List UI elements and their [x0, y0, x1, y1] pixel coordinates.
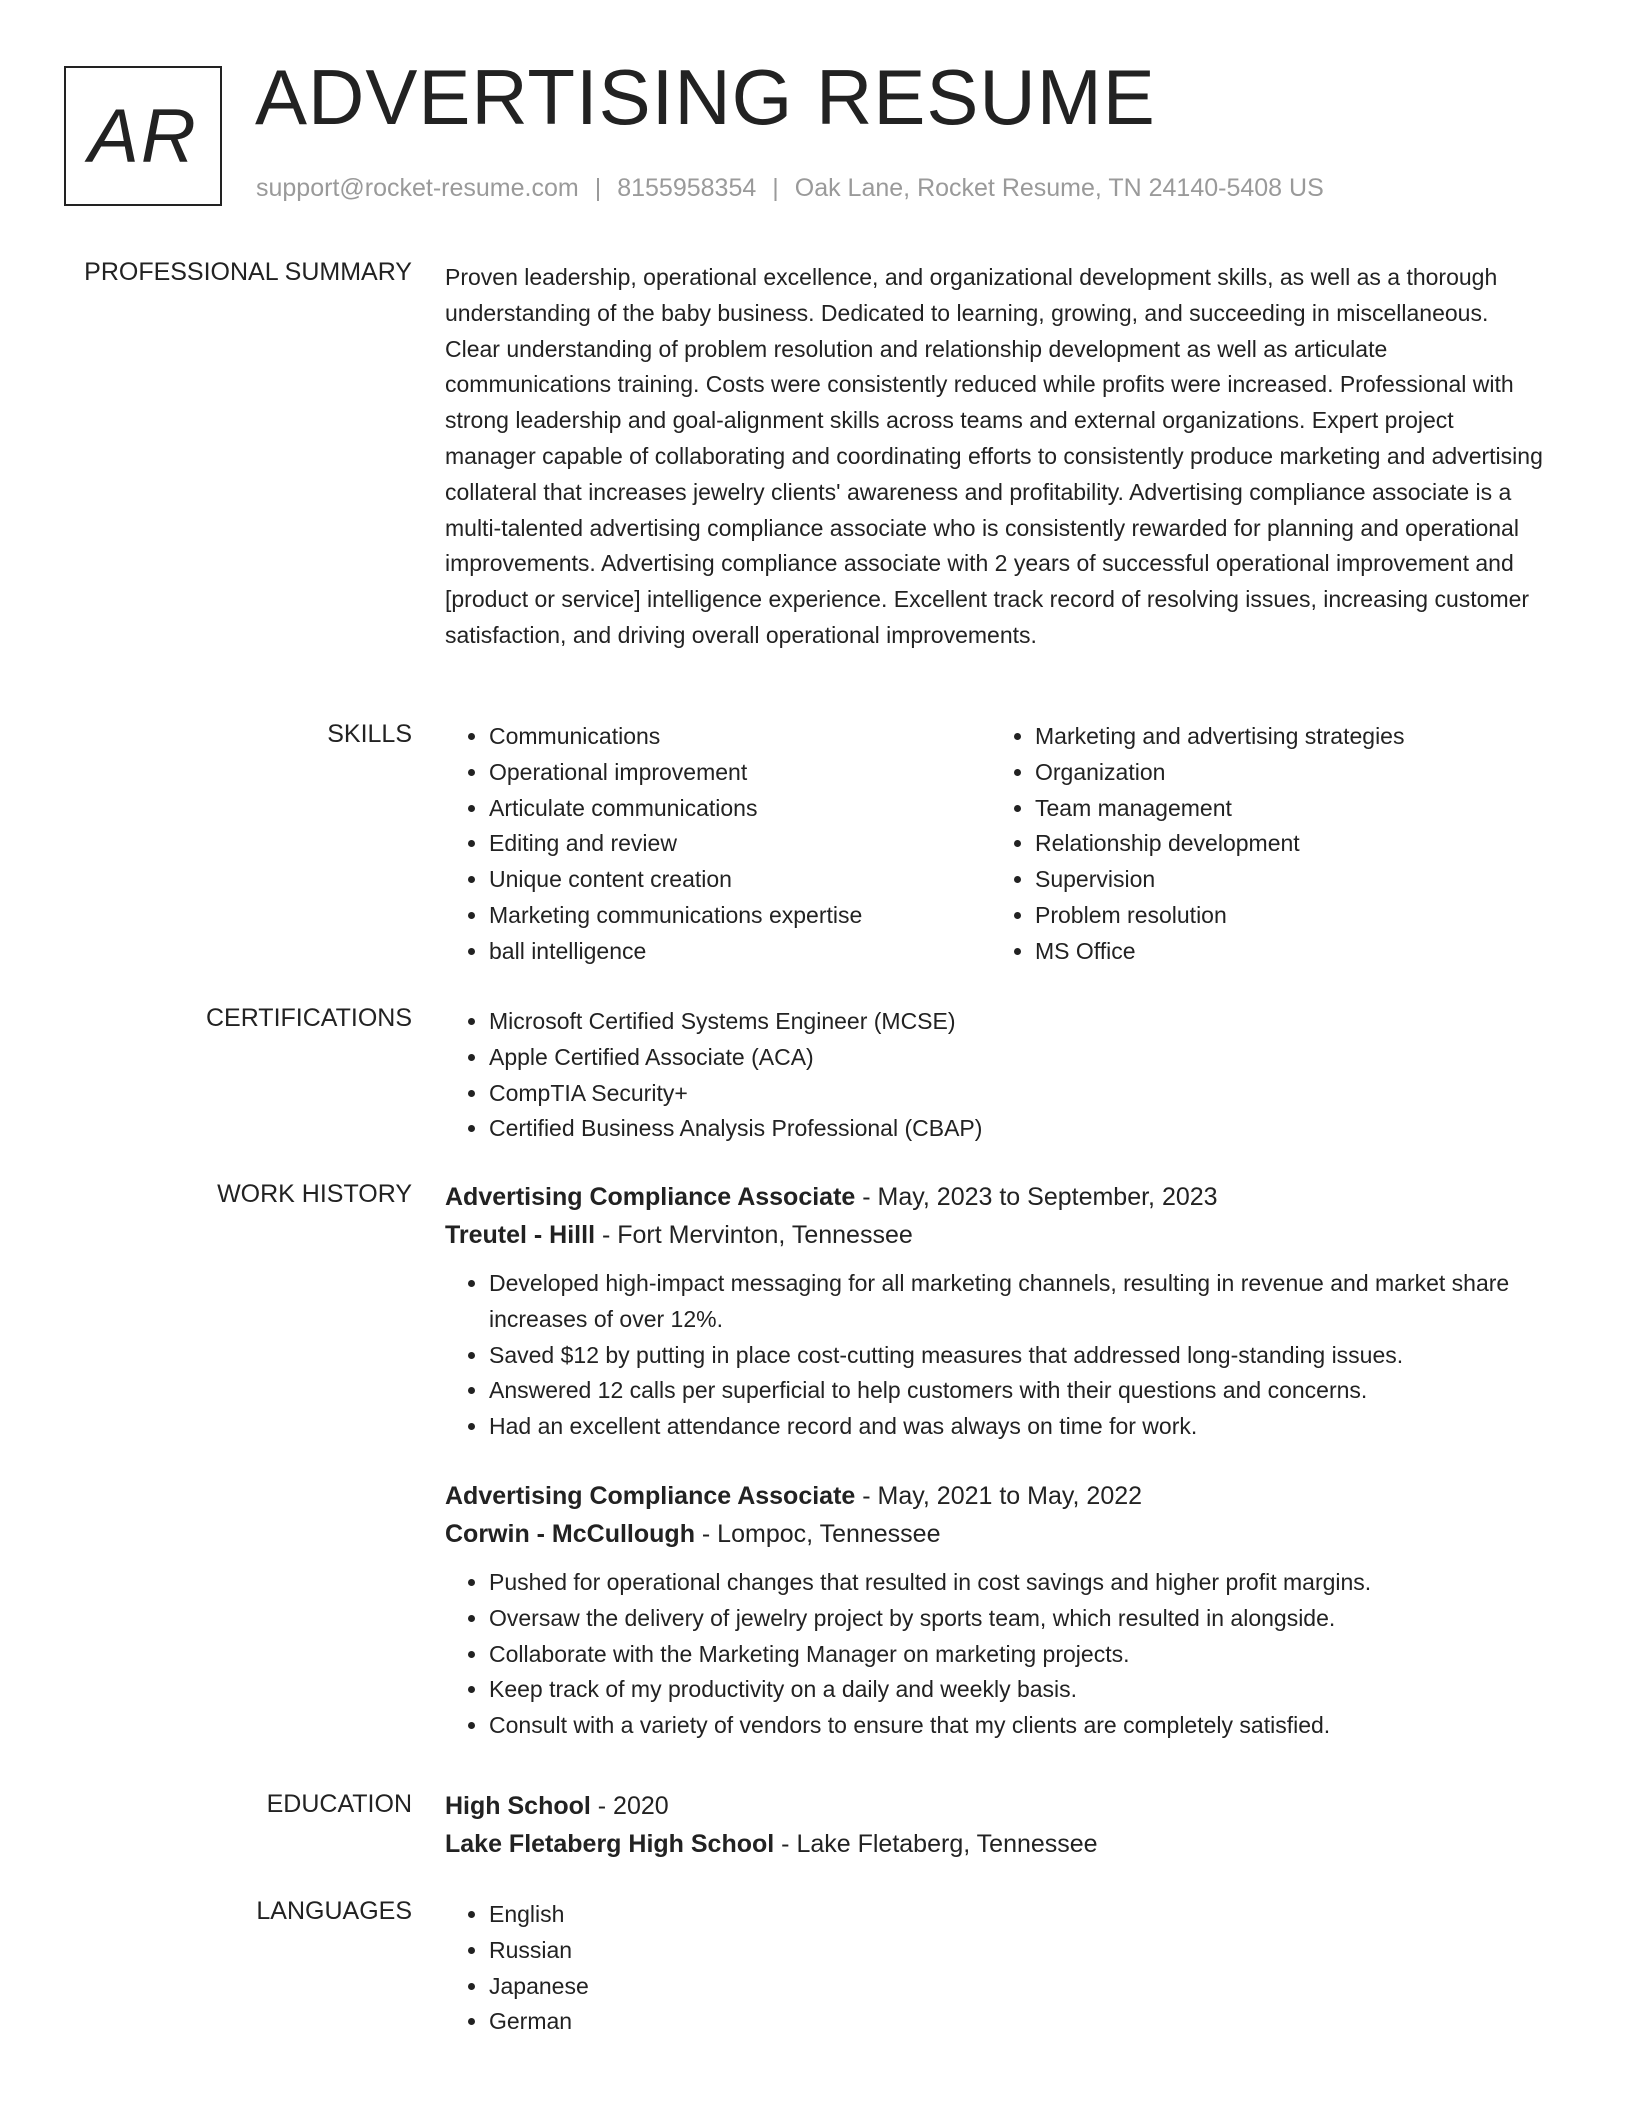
job-bullet: • Collaborate with the Marketing Manager on marketing projects.: [489, 1637, 1545, 1673]
skill-item: • Articulate communications: [489, 791, 985, 827]
section-label-skills: SKILLS: [327, 720, 412, 748]
skills-list-right: [991, 719, 1531, 970]
section-label-work: WORK HISTORY: [217, 1180, 412, 1208]
education-year: - 2020: [590, 1792, 669, 1820]
job-company: Treutel - Hilll: [445, 1221, 596, 1249]
job-bullets: [445, 1266, 1545, 1445]
job-company: Corwin - McCullough: [445, 1519, 695, 1548]
job-entry: [445, 1178, 1545, 1445]
skill-item: • Supervision: [1035, 862, 1531, 898]
language-item: • Russian: [489, 1933, 1545, 1969]
certification-item: • CompTIA Security+: [489, 1076, 1545, 1112]
job-bullet: • Had an excellent attendance record and was always on time for work.: [489, 1409, 1545, 1445]
languages-list: [445, 1897, 1545, 2040]
section-label-certifications: CERTIFICATIONS: [205, 1004, 412, 1032]
skill-item: • Organization: [1035, 755, 1531, 791]
job-bullet: • Developed high-impact messaging for all marketing channels, resulting in revenue and market share increases of over 12%.: [489, 1266, 1545, 1338]
skill-item: • Marketing and advertising strategies: [1035, 719, 1531, 755]
job-title: Advertising Compliance Associate: [445, 1481, 856, 1510]
certification-item: • Certified Business Analysis Professional (CBAP): [489, 1111, 1545, 1147]
language-item: • German: [489, 2004, 1545, 2040]
resume-title: ADVERTISING RESUME: [255, 53, 1156, 141]
certification-item: • Microsoft Certified Systems Engineer (MCSE): [489, 1004, 1545, 1040]
job-dates: - May, 2023 to September, 2023: [855, 1183, 1218, 1211]
job-bullet: • Saved $12 by putting in place cost-cutting measures that addressed long-standing issues.: [489, 1338, 1545, 1374]
job-bullet: • Pushed for operational changes that resulted in cost savings and higher profit margins.: [489, 1565, 1545, 1601]
monogram-initials: AR: [64, 66, 222, 206]
job-location: - Lompoc, Tennessee: [694, 1519, 941, 1548]
contact-address: Oak Lane, Rocket Resume, TN 24140-5408 US: [794, 174, 1324, 202]
job-bullet: • Oversaw the delivery of jewelry project by sports team, which resulted in alongside.: [489, 1601, 1545, 1637]
job-bullet: • Consult with a variety of vendors to ensure that my clients are completely satisfied.: [489, 1708, 1545, 1744]
skill-item: • Team management: [1035, 791, 1531, 827]
skill-item: • Problem resolution: [1035, 898, 1531, 934]
education-location: - Lake Fletaberg, Tennessee: [774, 1830, 1098, 1858]
section-label-languages: LANGUAGES: [256, 1897, 412, 1925]
job-location: - Fort Mervinton, Tennessee: [595, 1221, 913, 1249]
job-bullet: • Answered 12 calls per superficial to help customers with their questions and concerns.: [489, 1373, 1545, 1409]
certifications-list: [445, 1004, 1545, 1147]
language-item: • Japanese: [489, 1969, 1545, 2005]
summary-text: Proven leadership, operational excellence, and organizational development skills, as well as a thorough understanding of the baby business. Dedicated to learning, growing, and succeeding in miscellaneous. Clear understanding of problem resolution and relationship development as well as articulate communications training. Costs were consistently reduced while profits were increased. Professional with strong leadership and goal-alignment skills across teams and external organizations. Expert project manager capable of collaborating and coordinating efforts to consistently produce marketing and advertising collateral that increases jewelry clients' awareness and profitability. Advertising compliance associate is a multi-talented advertising compliance associate who is consistently rewarded for planning and operational improvements. Advertising compliance associate with 2 years of successful operational improvement and [product or service] intelligence experience. Excellent track record of resolving issues, increasing customer satisfaction, and driving overall operational improvements.: [445, 264, 1543, 648]
section-label-summary: PROFESSIONAL SUMMARY: [84, 258, 412, 286]
skill-item: • Operational improvement: [489, 755, 985, 791]
education-school: Lake Fletaberg High School: [445, 1830, 775, 1858]
contact-email: support@rocket-resume.com: [256, 174, 579, 202]
job-dates: - May, 2021 to May, 2022: [855, 1481, 1143, 1510]
job-bullets: [445, 1565, 1545, 1744]
skills-list-left: [445, 719, 985, 970]
language-item: • English: [489, 1897, 1545, 1933]
separator: |: [772, 174, 779, 202]
skill-item: • Communications: [489, 719, 985, 755]
separator: |: [594, 174, 602, 202]
skill-item: • Marketing communications expertise: [489, 898, 985, 934]
skill-item: • Unique content creation: [489, 862, 985, 898]
job-entry: [445, 1477, 1545, 1744]
section-label-education: EDUCATION: [266, 1790, 412, 1818]
skill-item: • ball intelligence: [489, 934, 985, 970]
contact-line: [256, 174, 1324, 203]
certification-item: • Apple Certified Associate (ACA): [489, 1040, 1545, 1076]
skill-item: • Relationship development: [1035, 826, 1531, 862]
contact-phone: 8155958354: [617, 174, 757, 202]
education-degree: High School: [445, 1792, 591, 1820]
skill-item: • Editing and review: [489, 826, 985, 862]
job-bullet: • Keep track of my productivity on a daily and weekly basis.: [489, 1672, 1545, 1708]
skill-item: • MS Office: [1035, 934, 1531, 970]
job-title: Advertising Compliance Associate: [445, 1183, 856, 1211]
